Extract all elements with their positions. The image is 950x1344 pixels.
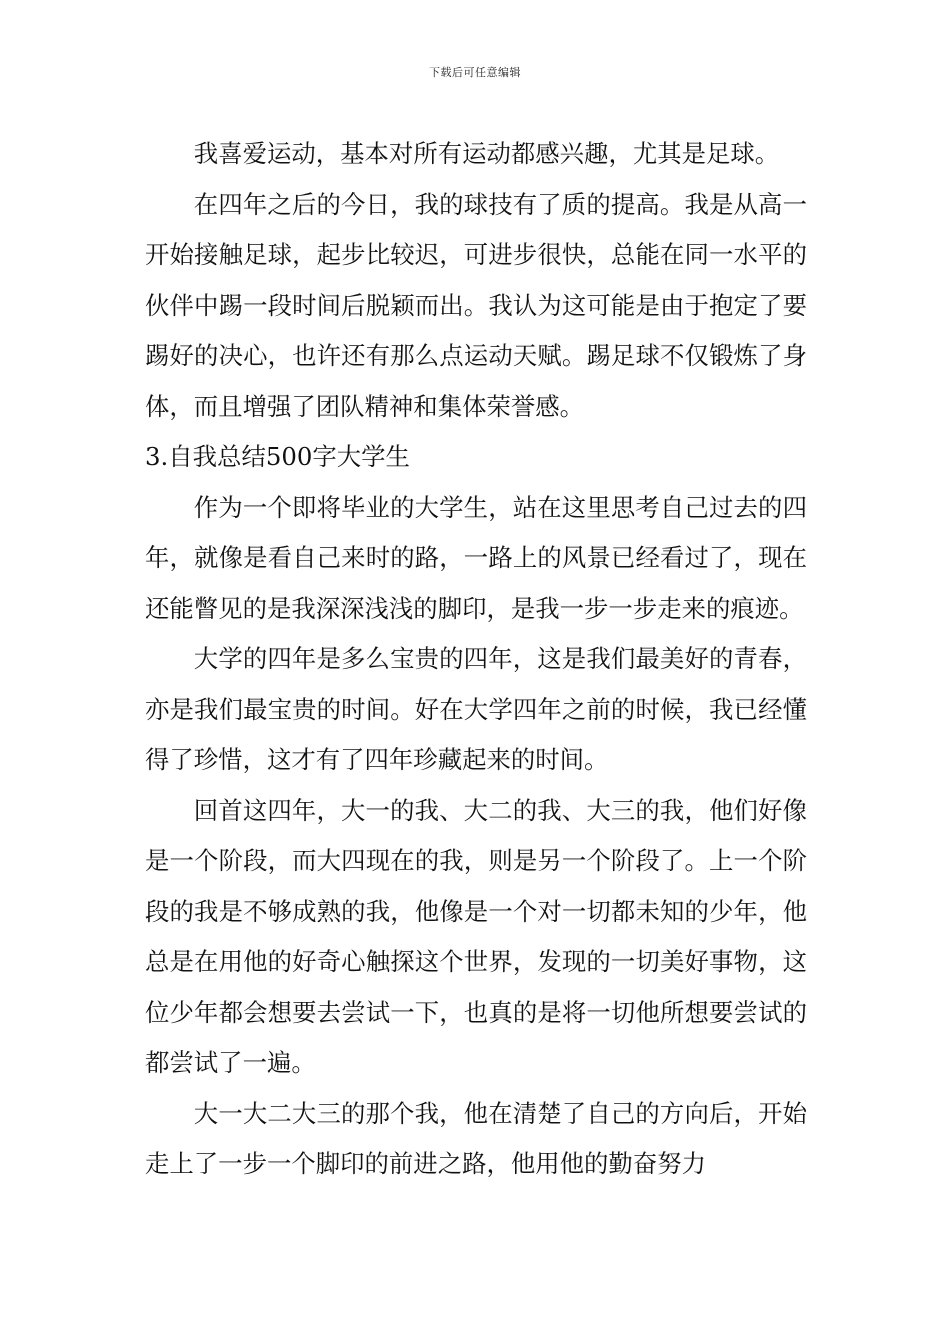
- page-header: 下载后可任意编辑: [429, 66, 521, 79]
- document-body: [145, 129, 807, 1190]
- paragraph-moving-forward: 大一大二大三的那个我，他在清楚了自己的方向后，开始走上了一步一个脚印的前进之路，他用他的勤奋努力: [145, 1098, 807, 1178]
- paragraph-graduate-reflection: 作为一个即将毕业的大学生，站在这里思考自己过去的四年，就像是看自己来时的路，一路上的风景已经看过了，现在还能瞥见的是我深深浅浅的脚印，是我一步一步走来的痕迹。: [145, 492, 807, 623]
- section-heading: 3.自我总结500字大学生: [145, 442, 410, 471]
- paragraph-sports-interest: 我喜爱运动，基本对所有运动都感兴趣，尤其是足球。: [193, 139, 780, 168]
- paragraph-football-skill: 在四年之后的今日，我的球技有了质的提高。我是从高一开始接触足球，起步比较迟，可进步很快，总能在同一水平的伙伴中踢一段时间后脱颖而出。我认为这可能是由于抱定了要踢好的决心，也许还有那么点运动天赋。踢足球不仅锻炼了身体，而且增强了团队精神和集体荣誉感。: [145, 189, 807, 421]
- paragraph-looking-back: 回首这四年，大一的我、大二的我、大三的我，他们好像是一个阶段，而大四现在的我，则是另一个阶段了。上一个阶段的我是不够成熟的我，他像是一个对一切都未知的少年，他总是在用他的好奇心触探这个世界，发现的一切美好事物，这位少年都会想要去尝试一下，也真的是将一切他所想要尝试的都尝试了一遍。: [145, 795, 807, 1077]
- paragraph-four-years: 大学的四年是多么宝贵的四年，这是我们最美好的青春，亦是我们最宝贵的时间。好在大学四年之前的时候，我已经懂得了珍惜，这才有了四年珍藏起来的时间。: [145, 644, 807, 774]
